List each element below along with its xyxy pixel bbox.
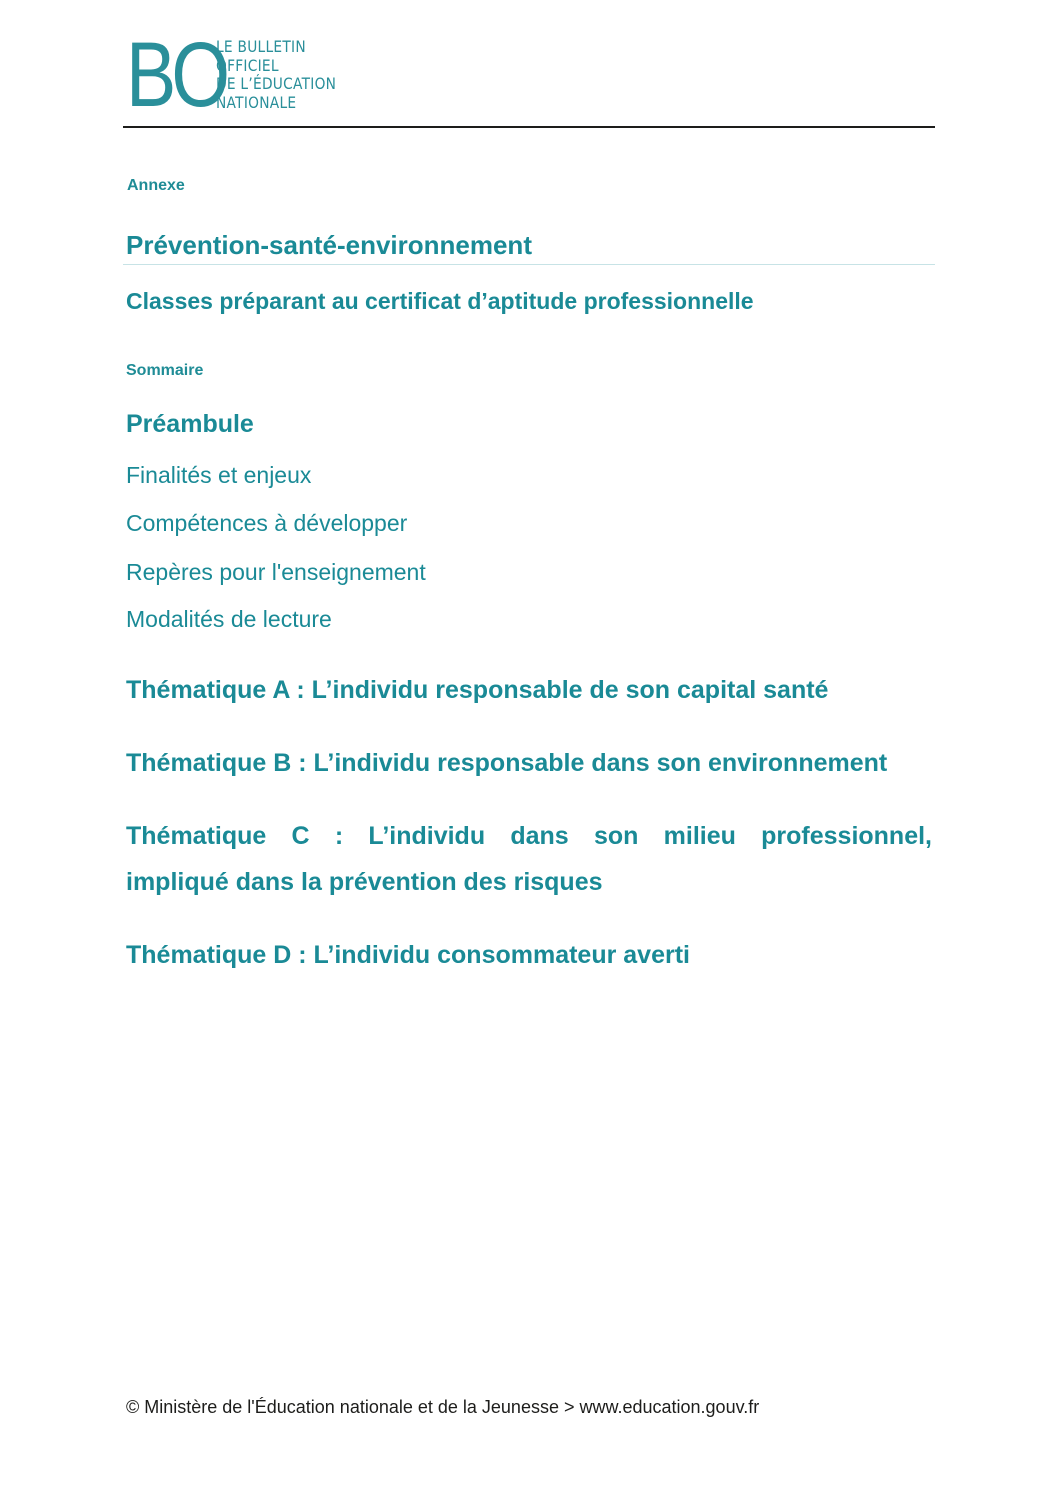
- toc-item-modalites[interactable]: Modalités de lecture: [126, 606, 332, 632]
- toc-item-competences[interactable]: Compétences à développer: [126, 510, 408, 536]
- bo-logo: [126, 24, 356, 126]
- logo-line: LE BULLETIN: [216, 37, 306, 56]
- header-divider: [123, 126, 935, 128]
- document-subtitle: Classes préparant au certificat d’aptitude professionnelle: [126, 288, 754, 314]
- toc-theme-d[interactable]: Thématique D : L’individu consommateur averti: [126, 941, 690, 969]
- page-footer: © Ministère de l'Éducation nationale et de la Jeunesse > www.education.gouv.fr: [126, 1397, 760, 1417]
- toc-item-reperes[interactable]: Repères pour l'enseignement: [126, 559, 426, 585]
- toc-theme-c-line1[interactable]: Thématique C : L’individu dans son milieu professionnel,: [126, 822, 932, 850]
- summary-heading: Sommaire: [126, 362, 204, 379]
- toc-theme-b[interactable]: Thématique B : L’individu responsable dans son environnement: [126, 749, 888, 777]
- bo-logo-text: [216, 34, 336, 112]
- annex-label: Annexe: [127, 177, 185, 194]
- toc-preamble-heading[interactable]: Préambule: [126, 410, 254, 438]
- logo-line: DE L’ÉDUCATION: [216, 74, 337, 93]
- logo-line: NATIONALE: [216, 92, 297, 112]
- logo-line: OFFICIEL: [216, 55, 279, 75]
- toc-theme-a[interactable]: Thématique A : L’individu responsable de son capital santé: [126, 676, 829, 704]
- toc-theme-c-line2[interactable]: impliqué dans la prévention des risques: [126, 868, 603, 896]
- bo-logo-mark: BO: [126, 24, 226, 126]
- document-title: Prévention-santé-environnement: [126, 230, 532, 260]
- title-divider: [123, 264, 935, 265]
- toc-item-finalites[interactable]: Finalités et enjeux: [126, 462, 312, 488]
